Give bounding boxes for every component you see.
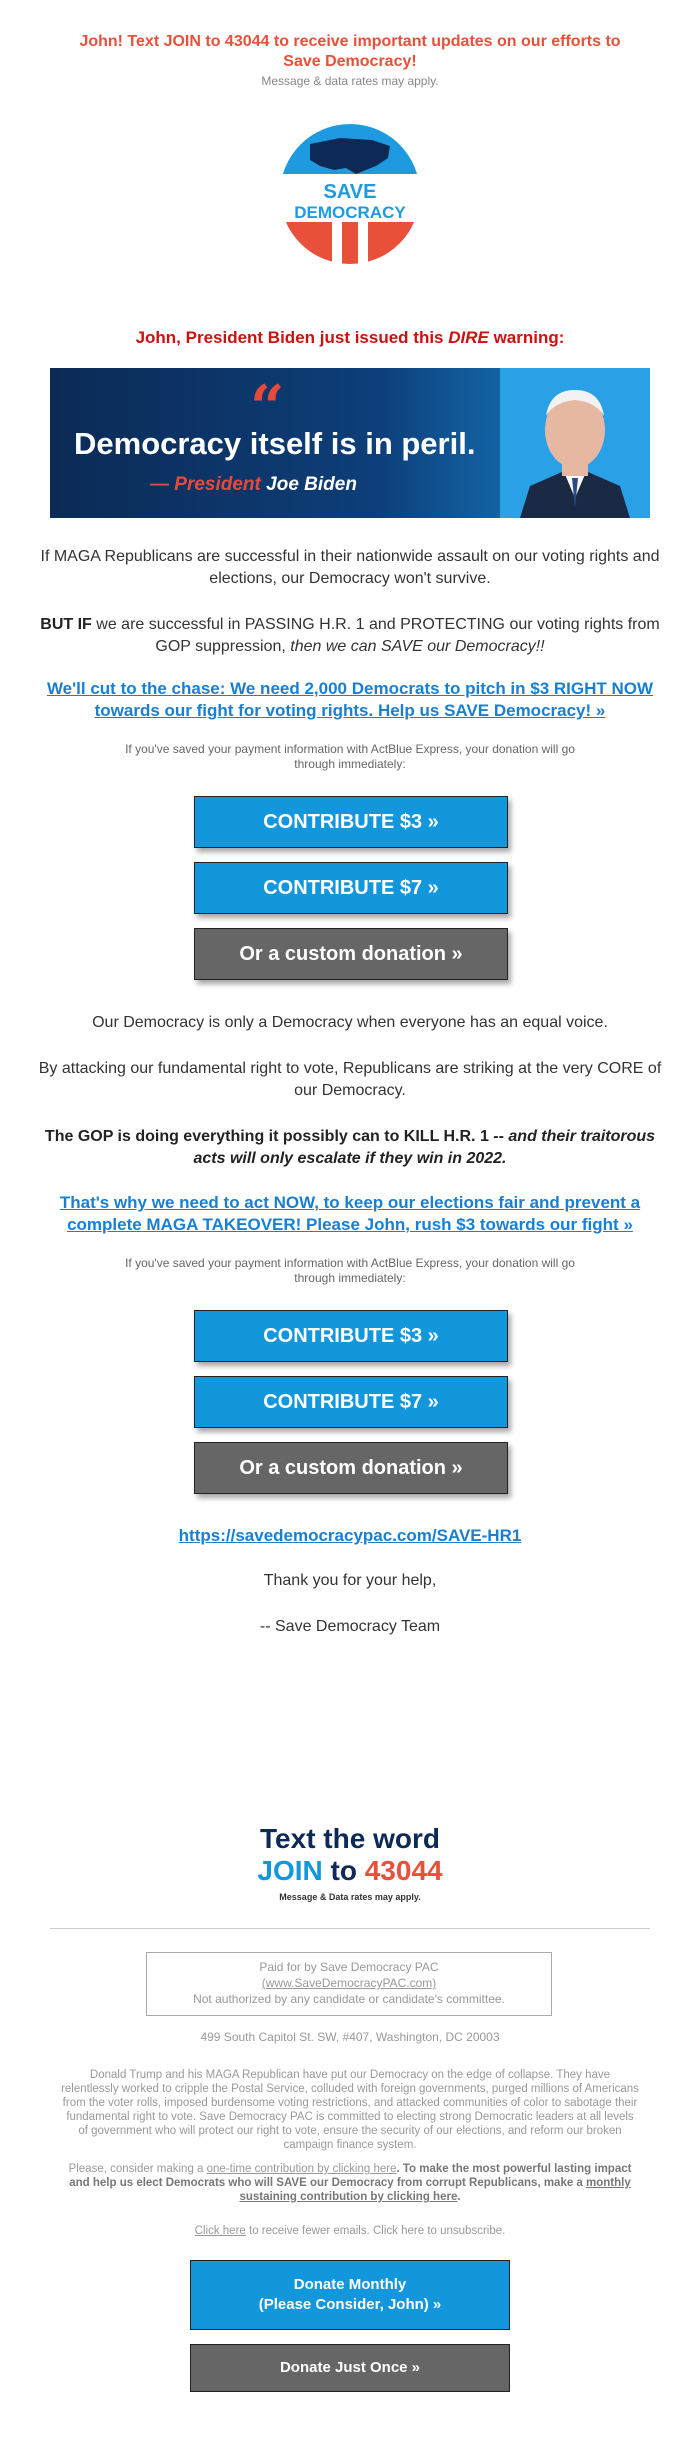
email-preferences-text: Click here to receive fewer emails. Click here to unsubscribe. [194, 2225, 506, 2237]
donate-monthly-sublabel: (Please Consider, John) » [258, 2296, 442, 2313]
donate-once-button[interactable]: Donate Just Once » [190, 2344, 510, 2392]
signature: -- Save Democracy Team [259, 1618, 441, 1635]
paragraph-pass-hr1: BUT IF we are successful in PASSING H.R. 1 and PROTECTING our voting rights from GOP suppression, then we can SAVE our Democracy!! [40, 616, 660, 655]
rates-disclaimer: Message & data rates may apply. [261, 74, 439, 88]
custom-donation-button-2[interactable]: Or a custom donation » [194, 1442, 508, 1494]
paragraph-maga-threat: If MAGA Republicans are successful in their nationwide assault on our voting rights and elections, our Democracy won't survive. [40, 548, 660, 587]
monthly-contribution-link[interactable]: monthly sustaining contribution by clicking here [239, 2177, 631, 2203]
custom-donation-button-1[interactable]: Or a custom donation » [194, 928, 508, 980]
paid-for-box [146, 1952, 552, 2016]
text-the-word-heading: Text the word [260, 1823, 440, 1854]
donate-monthly-button[interactable] [190, 2260, 510, 2330]
consider-contribution-text: Please, consider making a one-time contribution by clicking here. To make the most powerful lasting impact and help us elect Democrats who will SAVE our Democracy from corrupt Republicans, make a monthly sustaining contribution by clicking here. [68, 2163, 632, 2203]
banner-attribution: — President Joe Biden [150, 474, 357, 495]
not-authorized-text: Not authorized by any candidate or candidate's committee. [193, 1992, 505, 2006]
sms-signup-text[interactable]: John! Text JOIN to 43044 to receive important updates on our efforts to Save Democracy! [79, 33, 621, 70]
text-join-number: JOIN to 43044 [257, 1855, 443, 1886]
biden-portrait-image [500, 368, 650, 518]
about-pac-text: Donald Trump and his MAGA Republican have put our Democracy on the edge of collapse. They have relentlessly worked to cripple the Postal Service, colluded with foreign governments, purged millions of Americans from the voter rolls, imposed burdensome voting restrictions, and attacked communities of color to sabotage their fundamental right to vote. Save Democracy PAC is committed to electing strong Democratic leaders at all levels of government who will protect our right to vote, ensure the security of our elections, and reform our broken campaign finance system. [61, 2069, 639, 2151]
paragraph-attack-vote: By attacking our fundamental right to vote, Republicans are striking at the very CORE of our Democracy. [38, 1060, 662, 1099]
text-join-rates: Message & Data rates may apply. [279, 1892, 421, 1902]
donate-link-2[interactable]: That's why we need to act NOW, to keep our elections fair and prevent a complete MAGA TAKEOVER! Please John, rush $3 towards our fight » [59, 1193, 641, 1234]
paragraph-equal-voice: Our Democracy is only a Democracy when everyone has an equal voice. [92, 1014, 608, 1031]
fewer-emails-link[interactable]: Click here [194, 2225, 246, 2237]
logo-line1: SAVE [323, 181, 377, 203]
contribute-3-button-1[interactable]: CONTRIBUTE $3 » [194, 796, 508, 848]
biden-quote-banner [50, 368, 650, 518]
paragraph-gop-kill-hr1: The GOP is doing everything it possibly can to KILL H.R. 1 -- and their traitorous acts will only escalate if they win in 2022. [44, 1128, 656, 1167]
donate-monthly-label: Donate Monthly [293, 2276, 407, 2293]
save-hr1-url-link[interactable]: https://savedemocracypac.com/SAVE-HR1 [178, 1526, 522, 1545]
logo-line2: DEMOCRACY [294, 203, 406, 222]
quote-mark-icon: “ [250, 373, 285, 443]
footer-divider [50, 1928, 650, 1929]
contribute-7-button-2[interactable]: CONTRIBUTE $7 » [194, 1376, 508, 1428]
warning-headline: John, President Biden just issued this DIRE warning: [135, 328, 565, 347]
contribute-7-button-1[interactable]: CONTRIBUTE $7 » [194, 862, 508, 914]
save-democracy-logo [280, 124, 420, 264]
one-time-contribution-link[interactable]: one-time contribution by clicking here [206, 2163, 397, 2175]
thank-you-text: Thank you for your help, [263, 1572, 437, 1589]
paid-by-text: Paid for by Save Democracy PAC [259, 1960, 439, 1974]
banner-headline: Democracy itself is in peril. [74, 426, 476, 461]
donate-link-1[interactable]: We'll cut to the chase: We need 2,000 Democrats to pitch in $3 RIGHT NOW towards our fight for voting rights. Help us SAVE Democracy! » [46, 679, 654, 720]
actblue-express-note-2: If you've saved your payment information with ActBlue Express, your donation will go through immediately: [125, 1256, 575, 1285]
mailing-address: 499 South Capitol St. SW, #407, Washington, DC 20003 [200, 2030, 500, 2044]
actblue-express-note-1: If you've saved your payment information with ActBlue Express, your donation will go through immediately: [125, 742, 575, 771]
pac-website-link[interactable]: (www.SaveDemocracyPAC.com) [261, 1976, 437, 1990]
contribute-3-button-2[interactable]: CONTRIBUTE $3 » [194, 1310, 508, 1362]
